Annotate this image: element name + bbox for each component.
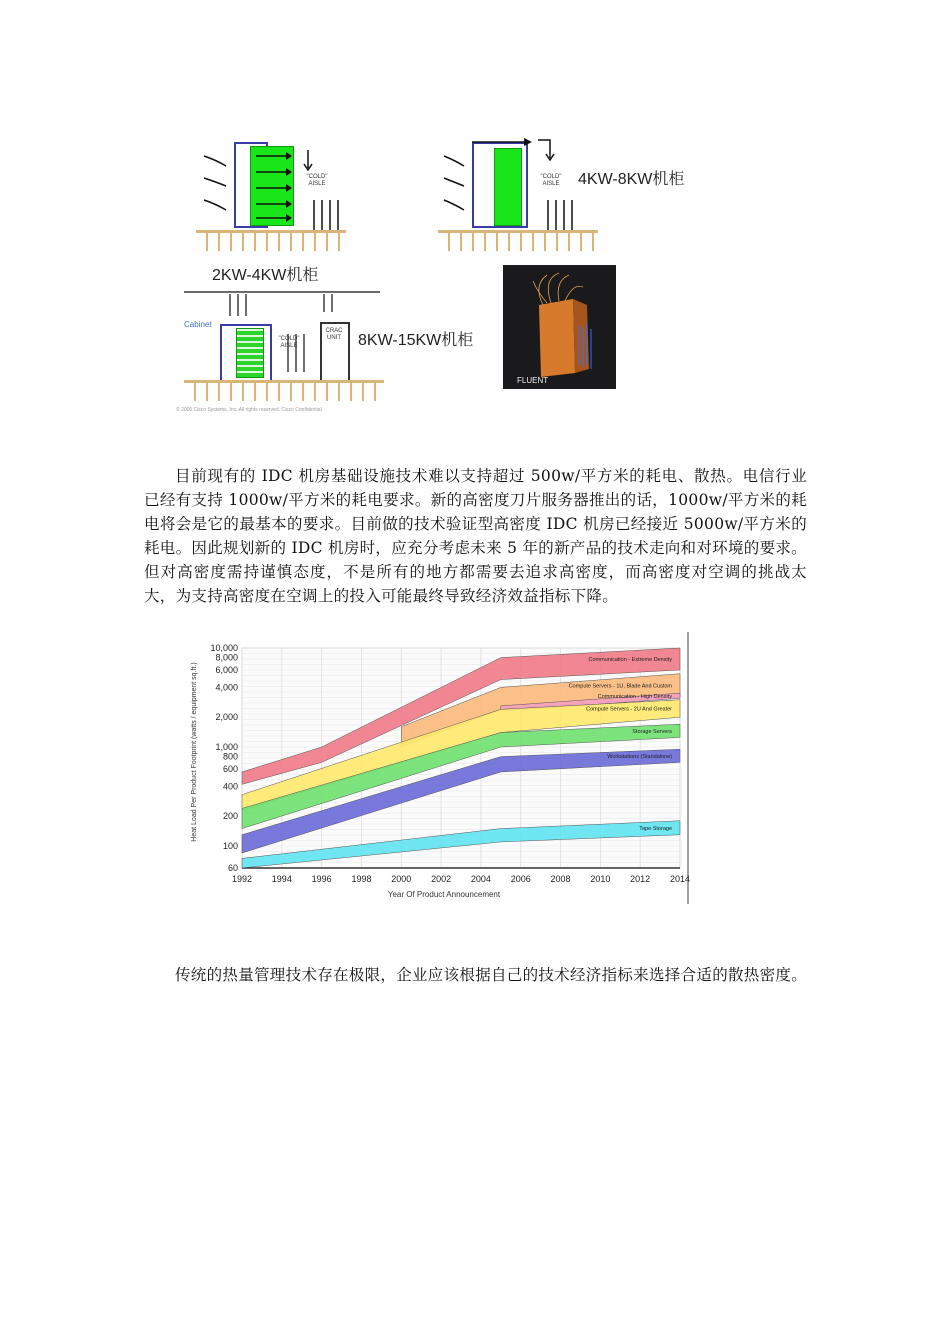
rack-diagram-2kw-4kw [196, 134, 346, 254]
floor-supports [438, 233, 598, 251]
rack-diagram-8kw-15kw [184, 282, 384, 400]
rack-diagram-4kw-8kw [438, 134, 598, 254]
x-tick-label: 2000 [391, 874, 412, 884]
paragraph-idc-density: 目前现有的 IDC 机房基础设施技术难以支持超过 500w/平方米的耗电、散热。电信行业已经有支持 1000w/平方米的耗电要求。新的高密度刀片服务器推出的话，1000w/平方米的耗电将会是它的最基本的要求。目前做的技术验证型高密度 IDC 机房已经接近 5000w/平方米的耗电。因此规划新的 IDC 机房时，应充分考虑未来 5 年的新产品的技术走向和对环境的要求。但对高密度需持谨慎态度，不是所有的地方都需要去追求高密度，而高密度对空调的挑战太大，为支持高密度在空调上的投入可能最终导致经济效益指标下降。 [144, 467, 807, 605]
y-tick-label: 600 [222, 763, 238, 774]
label-8kw-15kw: 8KW-15KW机柜 [358, 332, 474, 349]
y-tick-label: 400 [222, 781, 238, 792]
x-tick-label: 1994 [271, 874, 292, 884]
y-tick-label: 200 [222, 811, 238, 822]
x-axis-label: Year Of Product Announcement [387, 890, 501, 899]
server-stack [236, 328, 264, 378]
cabinet-label: Cabinet [184, 320, 212, 329]
series-label: Workstations (Standalone) [607, 753, 672, 760]
y-tick-label: 6,000 [215, 664, 238, 675]
y-tick-label: 1,000 [215, 742, 238, 753]
cfd-simulation-image [503, 265, 616, 389]
x-tick-label: 1998 [351, 874, 372, 884]
cold-aisle-label: "COLD" AISLE [278, 336, 300, 349]
x-tick-label: 1996 [311, 874, 332, 884]
cold-aisle-label: "COLD" AISLE [540, 174, 562, 187]
series-label: Compute Servers - 2U And Greater [586, 706, 672, 713]
x-tick-label: 2002 [431, 874, 452, 884]
y-tick-label: 8,000 [215, 652, 238, 663]
label-4kw-8kw: 4KW-8KW机柜 [578, 171, 685, 188]
series-label: Tape Storage [639, 825, 672, 832]
heat-load-chart-svg [184, 632, 690, 904]
y-tick-labels [210, 643, 238, 873]
x-tick-label: 2014 [669, 874, 690, 884]
x-tick-label: 2010 [590, 874, 611, 884]
x-tick-label: 2004 [470, 874, 491, 884]
series-label: Storage Servers [632, 728, 672, 735]
y-axis-label: Heat Load Per Product Footprint (watts / equipment sq.ft.) [191, 662, 198, 842]
y-tick-label: 800 [222, 751, 238, 762]
label-2kw-4kw: 2KW-4KW机柜 [212, 267, 319, 284]
rack-density-figure [176, 124, 701, 420]
y-tick-label: 2,000 [215, 712, 238, 723]
x-tick-label: 1992 [231, 874, 253, 884]
paragraph-thermal-management: 传统的热量管理技术存在极限，企业应该根据自己的技术经济指标来选择合适的散热密度。 [175, 966, 808, 984]
x-tick-label: 2006 [510, 874, 531, 884]
x-tick-label: 2008 [550, 874, 571, 884]
y-tick-label: 10,000 [210, 643, 238, 653]
y-tick-label: 4,000 [215, 682, 238, 693]
heat-load-chart [184, 632, 690, 904]
copyright-footer: © 2006 Cisco Systems, Inc. All rights reserved. Cisco Confidential [176, 407, 322, 413]
x-tick-label: 2012 [630, 874, 651, 884]
floor-supports [184, 383, 384, 401]
cold-aisle-label: "COLD" AISLE [306, 174, 328, 187]
y-tick-label: 100 [222, 841, 238, 852]
crac-label: CRAC UNIT [325, 328, 343, 341]
cfd-render [503, 265, 616, 389]
fluent-logo: FLUENT [517, 376, 549, 385]
series-label: Communication - Extreme Density [588, 656, 672, 663]
floor-supports [196, 233, 346, 251]
series-label: Compute Servers - 1U, Blade And Custom [568, 683, 672, 690]
y-tick-label: 60 [227, 863, 238, 873]
x-tick-labels [232, 874, 690, 884]
series-label: Communication - High Density [597, 693, 672, 700]
